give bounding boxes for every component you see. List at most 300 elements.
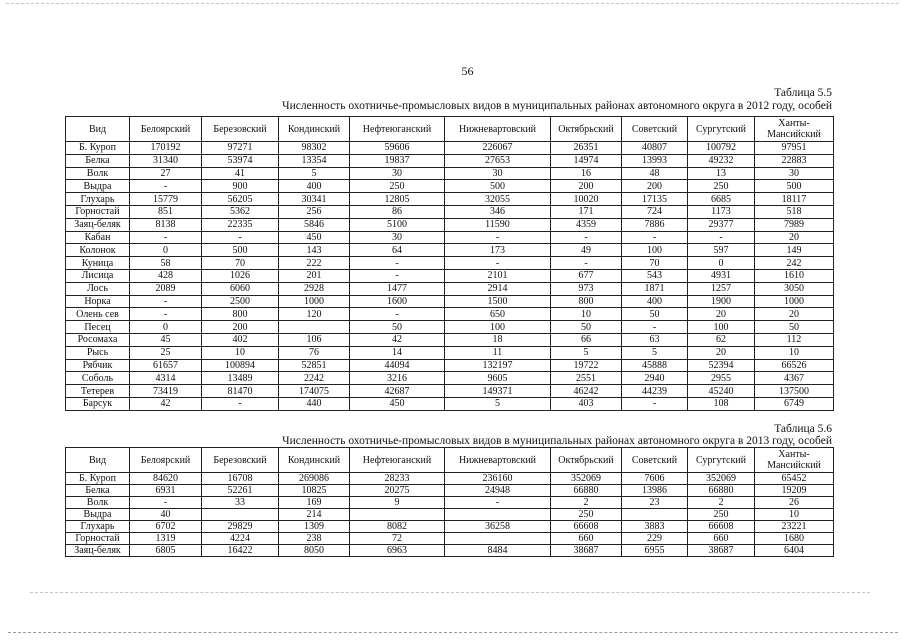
count-cell: 236160 (445, 473, 551, 485)
count-cell: 44239 (622, 385, 688, 398)
count-cell: 52394 (688, 359, 755, 372)
scan-artifact-edge (8, 632, 898, 633)
count-cell: 2101 (445, 269, 551, 282)
count-cell: 851 (130, 205, 202, 218)
count-cell: 170192 (130, 142, 202, 155)
column-header: Белоярский (130, 448, 202, 473)
count-cell: 23221 (755, 521, 834, 533)
table-row (66, 205, 834, 218)
count-cell: 8082 (350, 521, 445, 533)
count-cell: 106 (279, 333, 350, 346)
count-cell: 73419 (130, 385, 202, 398)
count-cell: 201 (279, 269, 350, 282)
count-cell: 10 (755, 346, 834, 359)
count-cell: 440 (279, 397, 350, 410)
count-cell: 4224 (202, 533, 279, 545)
count-cell: 428 (130, 269, 202, 282)
count-cell: 0 (130, 244, 202, 257)
count-cell: 402 (202, 333, 279, 346)
count-cell: 7989 (755, 218, 834, 231)
count-cell: 3050 (755, 282, 834, 295)
count-cell: 6749 (755, 397, 834, 410)
count-cell: 222 (279, 257, 350, 270)
count-cell: 6404 (755, 545, 834, 557)
count-cell: 973 (551, 282, 622, 295)
count-cell: 9 (350, 497, 445, 509)
count-cell: - (350, 269, 445, 282)
table-row (66, 269, 834, 282)
count-cell: 226067 (445, 142, 551, 155)
count-cell: 7886 (622, 218, 688, 231)
species-cell: Лось (66, 282, 130, 295)
count-cell: 10825 (279, 485, 350, 497)
count-cell (279, 321, 350, 334)
count-cell: 800 (202, 308, 279, 321)
count-cell: 86 (350, 205, 445, 218)
count-cell: - (130, 308, 202, 321)
column-header: Кондинский (279, 448, 350, 473)
count-cell: 70 (622, 257, 688, 270)
table-row (66, 142, 834, 155)
table-row (66, 282, 834, 295)
count-cell: 59606 (350, 142, 445, 155)
count-cell: 19837 (350, 154, 445, 167)
species-cell: Выдра (66, 509, 130, 521)
species-cell: Норка (66, 295, 130, 308)
count-cell: 5846 (279, 218, 350, 231)
count-cell: 173 (445, 244, 551, 257)
table-row (66, 180, 834, 193)
table-5-5-label: Таблица 5.5 (774, 87, 832, 99)
count-cell: 97951 (755, 142, 834, 155)
count-cell: 0 (688, 257, 755, 270)
table-row (66, 473, 834, 485)
count-cell: 5 (622, 346, 688, 359)
count-cell: 100 (445, 321, 551, 334)
count-cell: 30 (755, 167, 834, 180)
table-5-5-title: Численность охотничье-промысловых видов в муниципальных районах автономного округа в 2012 году, особей (282, 100, 832, 112)
count-cell: 137500 (755, 385, 834, 398)
table-row (66, 244, 834, 257)
count-cell: 4314 (130, 372, 202, 385)
column-header: Ханты-Мансийский (755, 117, 834, 142)
page-number: 56 (461, 64, 474, 78)
count-cell: 32055 (445, 193, 551, 206)
count-cell: 1000 (279, 295, 350, 308)
count-cell: 62 (688, 333, 755, 346)
header-row (66, 117, 834, 142)
count-cell: 27 (130, 167, 202, 180)
count-cell: - (202, 231, 279, 244)
count-cell: 149 (755, 244, 834, 257)
count-cell: 169 (279, 497, 350, 509)
count-cell: 8138 (130, 218, 202, 231)
column-header: Березовский (202, 117, 279, 142)
species-cell: Глухарь (66, 193, 130, 206)
table-row (66, 509, 834, 521)
count-cell: 38687 (688, 545, 755, 557)
species-cell: Заяц-беляк (66, 545, 130, 557)
count-cell: 98302 (279, 142, 350, 155)
count-cell: 84620 (130, 473, 202, 485)
species-cell: Б. Куроп (66, 142, 130, 155)
count-cell: 28233 (350, 473, 445, 485)
count-cell: 33 (202, 497, 279, 509)
count-cell: 2940 (622, 372, 688, 385)
count-cell: 171 (551, 205, 622, 218)
count-cell: 66880 (551, 485, 622, 497)
count-cell: 64 (350, 244, 445, 257)
count-cell: 724 (622, 205, 688, 218)
count-cell: 149371 (445, 385, 551, 398)
count-cell: 200 (202, 321, 279, 334)
species-cell: Куница (66, 257, 130, 270)
count-cell: 26 (755, 497, 834, 509)
count-cell: 174075 (279, 385, 350, 398)
count-cell: 1173 (688, 205, 755, 218)
count-cell: 24948 (445, 485, 551, 497)
count-cell: - (688, 231, 755, 244)
species-cell: Соболь (66, 372, 130, 385)
table-row (66, 485, 834, 497)
count-cell: 1000 (755, 295, 834, 308)
count-cell: 1871 (622, 282, 688, 295)
count-cell: 9605 (445, 372, 551, 385)
count-cell: 500 (202, 244, 279, 257)
count-cell: 40 (130, 509, 202, 521)
count-cell: 16 (551, 167, 622, 180)
count-cell: 229 (622, 533, 688, 545)
count-cell: 19209 (755, 485, 834, 497)
count-cell: - (551, 231, 622, 244)
count-cell: 400 (622, 295, 688, 308)
count-cell: 26351 (551, 142, 622, 155)
count-cell: 42687 (350, 385, 445, 398)
count-cell: 403 (551, 397, 622, 410)
count-cell: 352069 (551, 473, 622, 485)
count-cell: 4359 (551, 218, 622, 231)
count-cell: 27653 (445, 154, 551, 167)
count-cell: 30 (350, 231, 445, 244)
count-cell: 14974 (551, 154, 622, 167)
count-cell: - (622, 397, 688, 410)
count-cell: 16708 (202, 473, 279, 485)
count-cell: 346 (445, 205, 551, 218)
count-cell: 5 (551, 346, 622, 359)
count-cell: 45240 (688, 385, 755, 398)
count-cell: - (130, 295, 202, 308)
count-cell: 900 (202, 180, 279, 193)
column-header: Октябрьский (551, 448, 622, 473)
count-cell: 5362 (202, 205, 279, 218)
species-cell: Выдра (66, 180, 130, 193)
species-cell: Б. Куроп (66, 473, 130, 485)
count-cell: 5100 (350, 218, 445, 231)
count-cell: 660 (551, 533, 622, 545)
count-cell: - (350, 308, 445, 321)
count-cell: 5 (445, 397, 551, 410)
count-cell: - (445, 257, 551, 270)
count-cell: 6702 (130, 521, 202, 533)
count-cell: 6963 (350, 545, 445, 557)
count-cell: 132197 (445, 359, 551, 372)
count-cell: 650 (445, 308, 551, 321)
count-cell: 1610 (755, 269, 834, 282)
count-cell: 45 (130, 333, 202, 346)
count-cell: 50 (350, 321, 445, 334)
count-cell: 25 (130, 346, 202, 359)
species-cell: Рысь (66, 346, 130, 359)
count-cell: 1680 (755, 533, 834, 545)
count-cell: 29377 (688, 218, 755, 231)
count-cell: 30341 (279, 193, 350, 206)
count-cell (622, 509, 688, 521)
column-header: Вид (66, 117, 130, 142)
count-cell: 44094 (350, 359, 445, 372)
count-cell: 1319 (130, 533, 202, 545)
count-cell: 1309 (279, 521, 350, 533)
column-header: Нефтеюганский (350, 448, 445, 473)
count-cell: - (130, 497, 202, 509)
count-cell: 2955 (688, 372, 755, 385)
count-cell: - (350, 257, 445, 270)
count-cell: - (551, 257, 622, 270)
count-cell: 15779 (130, 193, 202, 206)
table-row (66, 167, 834, 180)
column-header: Нижневартовский (445, 117, 551, 142)
table-row (66, 359, 834, 372)
count-cell: 100792 (688, 142, 755, 155)
count-cell: 10020 (551, 193, 622, 206)
count-cell: 13986 (622, 485, 688, 497)
count-cell: 11590 (445, 218, 551, 231)
count-cell: 660 (688, 533, 755, 545)
column-header: Кондинский (279, 117, 350, 142)
count-cell: 97271 (202, 142, 279, 155)
column-header: Нижневартовский (445, 448, 551, 473)
count-cell: 4931 (688, 269, 755, 282)
table-row (66, 257, 834, 270)
count-cell: 400 (279, 180, 350, 193)
count-cell: 66608 (551, 521, 622, 533)
count-cell: 1900 (688, 295, 755, 308)
count-cell: 20 (688, 346, 755, 359)
species-cell: Белка (66, 154, 130, 167)
count-cell: 8050 (279, 545, 350, 557)
count-cell: 22883 (755, 154, 834, 167)
count-cell: 72 (350, 533, 445, 545)
count-cell: 66526 (755, 359, 834, 372)
column-header: Сургутский (688, 448, 755, 473)
count-cell (445, 509, 551, 521)
count-cell: 250 (688, 509, 755, 521)
count-cell: 8484 (445, 545, 551, 557)
count-cell: 1477 (350, 282, 445, 295)
count-cell: 10 (551, 308, 622, 321)
table-row (66, 321, 834, 334)
count-cell: 20275 (350, 485, 445, 497)
count-cell: 2928 (279, 282, 350, 295)
count-cell: 214 (279, 509, 350, 521)
count-cell: 6060 (202, 282, 279, 295)
count-cell: 238 (279, 533, 350, 545)
count-cell: 65452 (755, 473, 834, 485)
count-cell: 6805 (130, 545, 202, 557)
count-cell: 543 (622, 269, 688, 282)
count-cell: 56205 (202, 193, 279, 206)
count-cell: 30 (350, 167, 445, 180)
count-cell: 2089 (130, 282, 202, 295)
count-cell: - (130, 180, 202, 193)
count-cell: 0 (130, 321, 202, 334)
table-row (66, 533, 834, 545)
species-cell: Олень сев (66, 308, 130, 321)
species-cell: Белка (66, 485, 130, 497)
table-5-6-label: Таблица 5.6 (774, 423, 832, 435)
table-row (66, 193, 834, 206)
count-cell: 49 (551, 244, 622, 257)
count-cell: 12805 (350, 193, 445, 206)
count-cell: 6931 (130, 485, 202, 497)
count-cell: 42 (130, 397, 202, 410)
count-cell: 1026 (202, 269, 279, 282)
column-header: Советский (622, 448, 688, 473)
count-cell: 31340 (130, 154, 202, 167)
count-cell: 269086 (279, 473, 350, 485)
count-cell: 61657 (130, 359, 202, 372)
table-row (66, 333, 834, 346)
species-cell: Рябчик (66, 359, 130, 372)
count-cell: - (622, 231, 688, 244)
count-cell: 52261 (202, 485, 279, 497)
count-cell: 38687 (551, 545, 622, 557)
count-cell: 20 (755, 308, 834, 321)
count-cell: 10 (755, 509, 834, 521)
count-cell: 250 (350, 180, 445, 193)
count-cell: 120 (279, 308, 350, 321)
count-cell: 13993 (622, 154, 688, 167)
count-cell: 3216 (350, 372, 445, 385)
species-cell: Кабан (66, 231, 130, 244)
count-cell: 46242 (551, 385, 622, 398)
count-cell (445, 533, 551, 545)
count-cell: 1600 (350, 295, 445, 308)
count-cell: 256 (279, 205, 350, 218)
table-5-6 (65, 447, 834, 557)
count-cell: 13489 (202, 372, 279, 385)
count-cell: - (622, 321, 688, 334)
scan-artifact-top (6, 3, 899, 6)
count-cell: 18117 (755, 193, 834, 206)
species-cell: Тетерев (66, 385, 130, 398)
count-cell: 17135 (622, 193, 688, 206)
table-row (66, 372, 834, 385)
count-cell: 6955 (622, 545, 688, 557)
count-cell: 1257 (688, 282, 755, 295)
table-row (66, 295, 834, 308)
count-cell (202, 509, 279, 521)
count-cell: 6685 (688, 193, 755, 206)
count-cell: 53974 (202, 154, 279, 167)
count-cell: 16422 (202, 545, 279, 557)
count-cell: 63 (622, 333, 688, 346)
species-cell: Барсук (66, 397, 130, 410)
count-cell: 2914 (445, 282, 551, 295)
table-5-5 (65, 116, 834, 411)
count-cell: 22335 (202, 218, 279, 231)
column-header: Ханты-Мансийский (755, 448, 834, 473)
table-row (66, 385, 834, 398)
count-cell: - (445, 231, 551, 244)
column-header: Белоярский (130, 117, 202, 142)
species-cell: Горностай (66, 205, 130, 218)
count-cell: 76 (279, 346, 350, 359)
count-cell: 14 (350, 346, 445, 359)
count-cell: 2 (688, 497, 755, 509)
species-cell: Песец (66, 321, 130, 334)
table-row (66, 397, 834, 410)
count-cell: 70 (202, 257, 279, 270)
table-row (66, 231, 834, 244)
count-cell: 66880 (688, 485, 755, 497)
count-cell: 7606 (622, 473, 688, 485)
count-cell: 10 (202, 346, 279, 359)
count-cell: 52851 (279, 359, 350, 372)
count-cell: 2500 (202, 295, 279, 308)
count-cell: - (130, 231, 202, 244)
count-cell: 19722 (551, 359, 622, 372)
species-cell: Волк (66, 497, 130, 509)
count-cell: 4367 (755, 372, 834, 385)
count-cell: 81470 (202, 385, 279, 398)
count-cell: 108 (688, 397, 755, 410)
count-cell: 36258 (445, 521, 551, 533)
count-cell: 677 (551, 269, 622, 282)
count-cell: 100 (622, 244, 688, 257)
column-header: Октябрьский (551, 117, 622, 142)
count-cell: 45888 (622, 359, 688, 372)
count-cell: 30 (445, 167, 551, 180)
count-cell: 41 (202, 167, 279, 180)
species-cell: Волк (66, 167, 130, 180)
count-cell: 112 (755, 333, 834, 346)
count-cell: 2551 (551, 372, 622, 385)
count-cell: 11 (445, 346, 551, 359)
count-cell: 143 (279, 244, 350, 257)
table-row (66, 154, 834, 167)
count-cell: 500 (755, 180, 834, 193)
count-cell: 66 (551, 333, 622, 346)
column-header: Березовский (202, 448, 279, 473)
count-cell: 2 (551, 497, 622, 509)
count-cell: 42 (350, 333, 445, 346)
species-cell: Глухарь (66, 521, 130, 533)
table-row (66, 346, 834, 359)
column-header: Сургутский (688, 117, 755, 142)
count-cell (350, 509, 445, 521)
count-cell: 13354 (279, 154, 350, 167)
count-cell: 250 (688, 180, 755, 193)
count-cell: 29829 (202, 521, 279, 533)
count-cell: 242 (755, 257, 834, 270)
count-cell: 1500 (445, 295, 551, 308)
count-cell: 23 (622, 497, 688, 509)
column-header: Нефтеюганский (350, 117, 445, 142)
count-cell: 800 (551, 295, 622, 308)
table-row (66, 218, 834, 231)
count-cell: 40807 (622, 142, 688, 155)
species-cell: Заяц-беляк (66, 218, 130, 231)
